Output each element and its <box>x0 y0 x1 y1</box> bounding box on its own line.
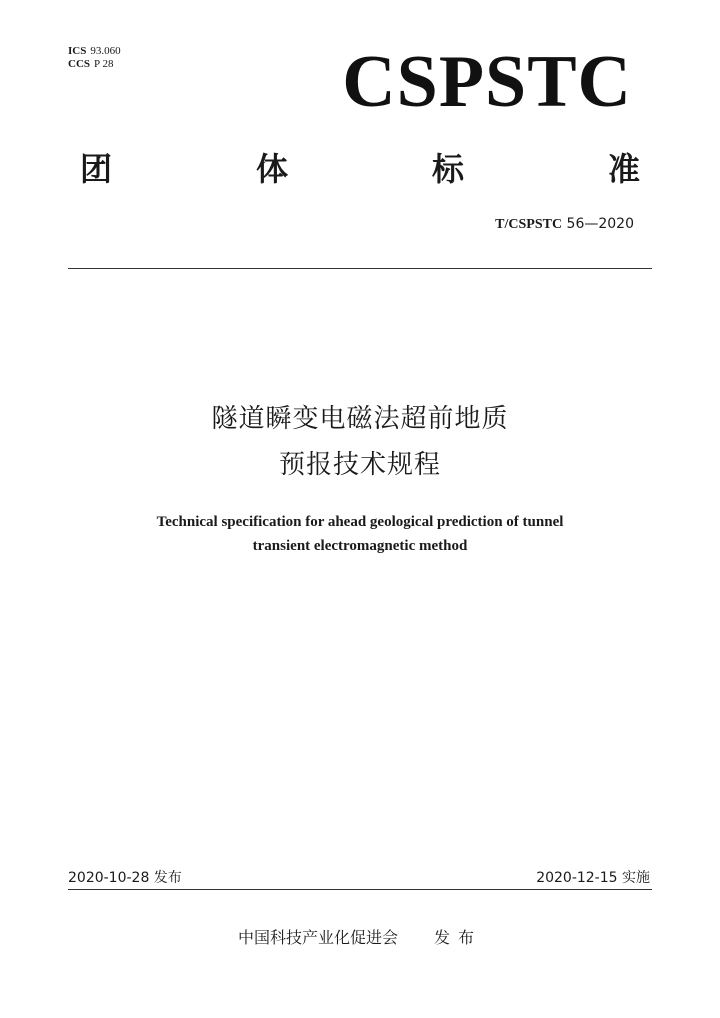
standard-type-char: 准 <box>607 150 640 188</box>
publisher-verb: 发布 <box>434 928 483 947</box>
title-cn-line1: 隧道瞬变电磁法超前地质 <box>211 404 509 434</box>
bottom-divider <box>68 889 652 890</box>
ccs-label: CCS <box>68 58 91 70</box>
title-cn-line2: 预报技术规程 <box>278 450 441 480</box>
ics-line <box>68 45 121 58</box>
publisher-name: 中国科技产业化促进会 <box>237 928 398 947</box>
issue-date: 2020-10-28 发布 <box>68 870 182 886</box>
standard-type-char: 团 <box>80 150 113 188</box>
implementation-date: 2020-12-15 实施 <box>536 870 650 886</box>
top-divider <box>68 268 652 269</box>
standard-year: 56—2020 <box>566 216 634 232</box>
standard-type-char: 体 <box>255 150 288 188</box>
ccs-value: P 28 <box>94 58 114 70</box>
standard-number <box>495 216 634 233</box>
title-en-line1: Technical specification for ahead geological prediction of tunnel <box>156 514 564 530</box>
classification-codes <box>68 45 121 71</box>
publisher <box>0 925 720 948</box>
ics-label: ICS <box>68 45 87 57</box>
standard-code: T/CSPSTC <box>495 217 563 232</box>
ccs-line <box>68 58 121 71</box>
organization-mark: CSPSTC <box>342 41 632 123</box>
title-en-line2: transient electromagnetic method <box>252 538 468 554</box>
ics-value: 93.060 <box>90 45 121 57</box>
standard-type-char: 标 <box>431 150 464 188</box>
standard-type <box>80 147 640 187</box>
